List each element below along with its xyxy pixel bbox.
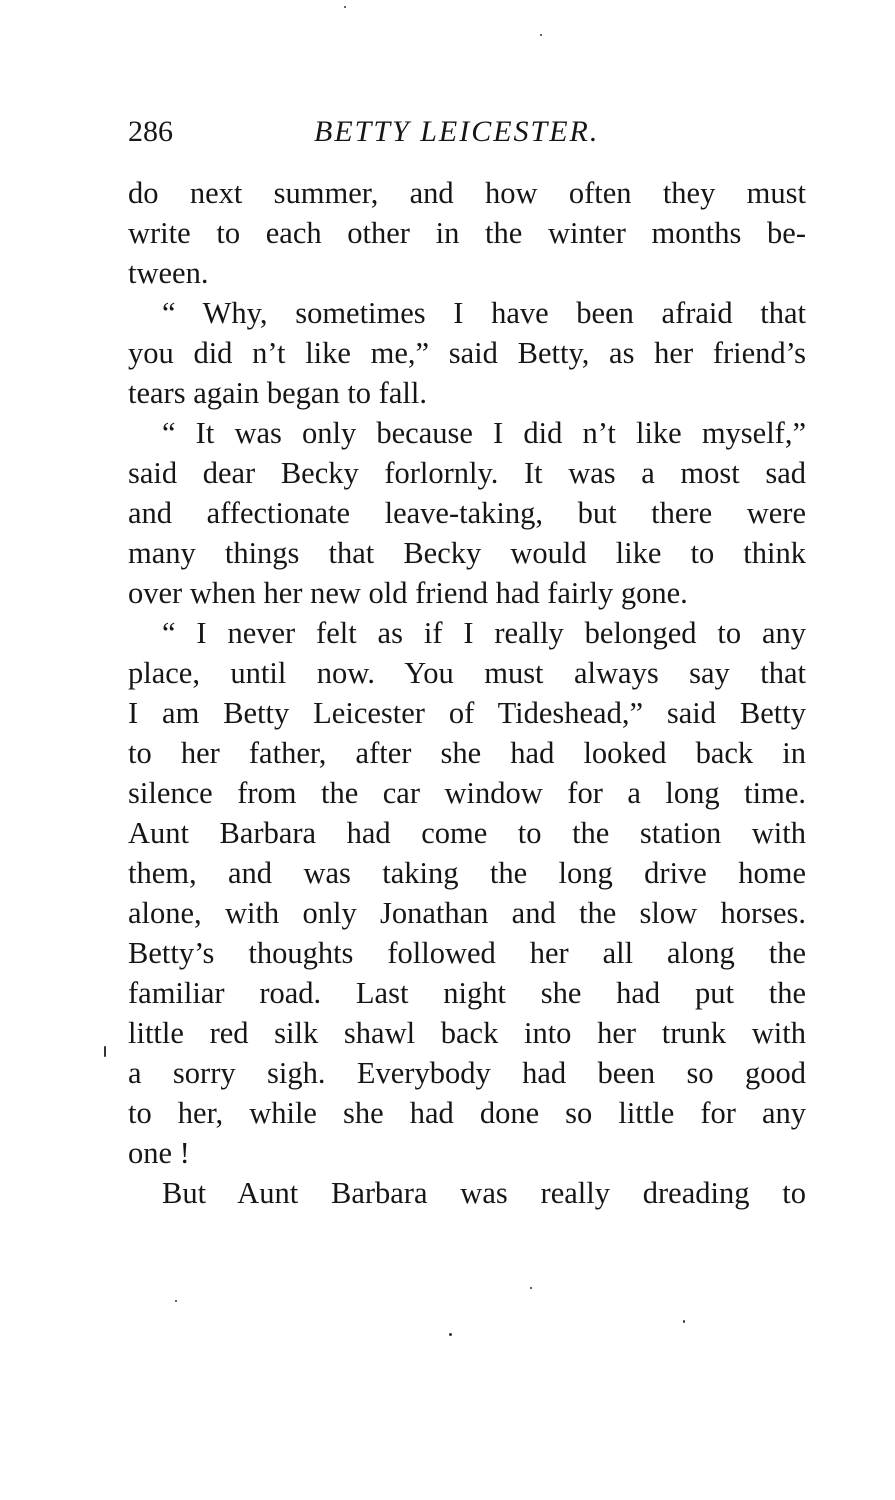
paper-speck	[683, 1320, 685, 1323]
body-text	[128, 173, 806, 1213]
text-line: alone, with only Jonathan and the slow horses.	[128, 896, 806, 930]
text-line: one !	[128, 1136, 190, 1170]
text-line: little red silk shawl back into her trunk with	[128, 1016, 806, 1050]
paper-speck	[530, 1287, 532, 1289]
text-line: many things that Becky would like to think	[128, 536, 806, 570]
text-line: silence from the car window for a long time.	[128, 776, 806, 810]
text-line: tears again began to fall.	[128, 376, 427, 410]
text-line: place, until now. You must always say that	[128, 656, 806, 690]
text-line: familiar road. Last night she had put the	[128, 976, 806, 1010]
text-line: “ I never felt as if I really belonged to any	[162, 616, 806, 650]
paper-speck	[540, 34, 542, 36]
text-line: over when her new old friend had fairly gone.	[128, 576, 688, 610]
paper-speck	[449, 1333, 452, 1336]
text-line: said dear Becky forlornly. It was a most sad	[128, 456, 806, 490]
text-line: them, and was taking the long drive home	[128, 856, 806, 890]
text-line: “ Why, sometimes I have been afraid that	[162, 296, 806, 330]
text-line: and affectionate leave-taking, but there were	[128, 496, 806, 530]
text-line: write to each other in the winter months be-	[128, 216, 806, 250]
page-number: 286	[128, 115, 173, 148]
text-line: But Aunt Barbara was really dreading to	[162, 1176, 806, 1210]
text-line: I am Betty Leicester of Tideshead,” said Betty	[128, 696, 806, 730]
paper-speck	[344, 6, 346, 8]
running-title: BETTY LEICESTER.	[314, 115, 600, 148]
text-line: a sorry sigh. Everybody had been so good	[128, 1056, 806, 1090]
text-line: tween.	[128, 256, 209, 290]
text-line: Aunt Barbara had come to the station with	[128, 816, 806, 850]
text-line: to her father, after she had looked back in	[128, 736, 806, 770]
text-line: “ It was only because I did n’t like myself,”	[162, 416, 806, 450]
running-head	[128, 112, 806, 152]
text-line: do next summer, and how often they must	[128, 176, 806, 210]
text-line: Betty’s thoughts followed her all along the	[128, 936, 806, 970]
text-line: you did n’t like me,” said Betty, as her friend’s	[128, 336, 806, 370]
text-line: to her, while she had done so little for any	[128, 1096, 806, 1130]
paper-speck	[104, 1046, 106, 1057]
paper-speck	[175, 1300, 177, 1302]
